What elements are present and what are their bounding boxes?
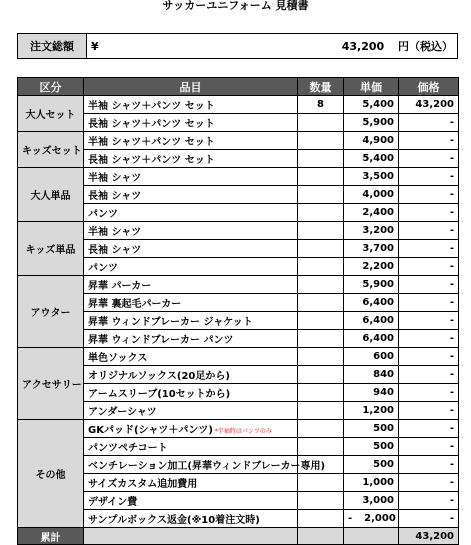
quantity-cell[interactable] [298,222,344,240]
price-cell: - [399,204,459,222]
table-row [18,186,459,204]
table-header-row [18,78,459,96]
unit-price-cell [344,510,399,528]
item-name: パンツ [84,258,298,276]
item-name: サイズカスタム追加費用 [84,474,298,492]
table-row [18,240,459,258]
item-name: 昇華 パーカー [84,276,298,294]
quantity-cell[interactable] [298,204,344,222]
cumulative-total-row [18,528,459,545]
unit-price-cell: 840 [344,366,399,384]
quantity-cell[interactable] [298,276,344,294]
price-cell: - [399,366,459,384]
unit-price-cell: 500 [344,420,399,438]
table-row [18,96,459,114]
price-cell: - [399,186,459,204]
item-name: 昇華 ウィンドブレーカー ジャケット [84,312,298,330]
price-cell: - [399,168,459,186]
header-quantity: 数量 [298,78,344,96]
unit-price-cell: 500 [344,438,399,456]
order-total-unit: 円（税込） [398,40,453,53]
unit-price-cell: 3,200 [344,222,399,240]
table-row [18,258,459,276]
price-cell: - [399,312,459,330]
unit-price-cell: 1,200 [344,402,399,420]
item-name: 半袖 シャツ＋パンツ セット [84,96,298,114]
order-total-label: 注文総額 [18,34,87,59]
quantity-cell[interactable] [298,294,344,312]
price-cell: - [399,294,459,312]
item-name: 長袖 シャツ [84,240,298,258]
category-kids-single: キッズ単品 [18,222,84,276]
item-name: 半袖 シャツ [84,222,298,240]
table-row [18,150,459,168]
yen-symbol: ¥ [87,34,116,59]
table-row [18,312,459,330]
quantity-cell[interactable] [298,510,344,528]
category-kids-set: キッズセット [18,132,84,168]
quantity-cell[interactable] [298,132,344,150]
unit-price-cell: 940 [344,384,399,402]
item-name: パンツ [84,204,298,222]
table-row [18,348,459,366]
price-cell: - [399,474,459,492]
table-row [18,438,459,456]
page-title: サッカーユニフォーム 見積書 [162,0,309,12]
unit-price-cell: 5,400 [344,150,399,168]
unit-price-cell: 6,400 [344,294,399,312]
unit-price-cell: 5,400 [344,96,399,114]
unit-price-cell: 3,700 [344,240,399,258]
unit-price-cell: 5,900 [344,114,399,132]
unit-price-cell: 5,900 [344,276,399,294]
unit-price-cell: 6,400 [344,312,399,330]
quantity-cell[interactable] [298,330,344,348]
item-name-text: GKパッド(シャツ＋パンツ) [88,425,213,436]
price-cell: - [399,420,459,438]
table-row [18,294,459,312]
table-row [18,492,459,510]
category-adult-set: 大人セット [18,96,84,132]
table-row [18,420,459,438]
price-cell: - [399,132,459,150]
unit-price-cell: 600 [344,348,399,366]
cumulative-total-label: 累計 [18,528,84,545]
unit-price-cell: 4,900 [344,132,399,150]
item-name: 長袖 シャツ＋パンツ セット [84,114,298,132]
item-name: 昇華 裏起毛パーカー [84,294,298,312]
table-row [18,456,459,474]
quantity-cell[interactable] [298,168,344,186]
table-row [18,168,459,186]
price-cell: - [399,510,459,528]
price-cell: - [399,330,459,348]
header-price: 価格 [399,78,459,96]
price-cell: 43,200 [399,96,459,114]
table-row [18,402,459,420]
table-row [18,114,459,132]
price-cell: - [399,240,459,258]
item-name: 半袖 シャツ [84,168,298,186]
quantity-cell[interactable] [298,114,344,132]
quantity-cell[interactable] [298,258,344,276]
price-cell: - [399,456,459,474]
price-cell: - [399,402,459,420]
item-name: 半袖 シャツ＋パンツ セット [84,132,298,150]
order-total-value [115,34,458,59]
item-name: ベンチレーション加工(昇華ウィンドブレーカー専用) [84,456,298,474]
unit-price-cell: 1,000 [344,474,399,492]
table-row [18,474,459,492]
unit-price-cell: 3,500 [344,168,399,186]
estimate-table [17,77,459,545]
table-row [18,384,459,402]
quantity-cell[interactable] [298,312,344,330]
price-cell: - [399,114,459,132]
price-cell: - [399,348,459,366]
quantity-cell[interactable] [298,420,344,438]
unit-price-cell: 4,000 [344,186,399,204]
price-cell: - [399,492,459,510]
table-row [18,204,459,222]
item-name: 単色ソックス [84,348,298,366]
category-accessory: アクセサリー [18,348,84,420]
table-row [18,132,459,150]
category-other: その他 [18,420,84,528]
category-outer: アウター [18,276,84,348]
quantity-cell[interactable] [298,384,344,402]
item-name: アームスリーブ(10セットから) [84,384,298,402]
header-unit-price: 単価 [344,78,399,96]
price-minus-sign: - [348,513,353,524]
footer-empty [344,528,399,545]
order-total-amount: 43,200 [341,40,385,53]
item-name: 長袖 シャツ＋パンツ セット [84,150,298,168]
table-row [18,222,459,240]
unit-price-cell: 2,200 [344,258,399,276]
item-name: アンダーシャツ [84,402,298,420]
unit-price-cell: 500 [344,456,399,474]
item-note: *半袖時はパンツのみ [214,428,272,435]
item-name: サンプルボックス返金(※10着注文時) [84,510,298,528]
item-name: デザイン費 [84,492,298,510]
quantity-cell[interactable] [298,492,344,510]
quantity-cell[interactable] [298,402,344,420]
item-name [84,420,298,438]
cumulative-total-value: 43,200 [399,528,459,545]
quantity-cell[interactable] [298,348,344,366]
table-row [18,366,459,384]
table-row [18,510,459,528]
footer-empty [84,528,298,545]
price-cell: - [399,222,459,240]
unit-price-cell: 6,400 [344,330,399,348]
price-cell: - [399,258,459,276]
header-item: 品目 [84,78,298,96]
table-row [18,330,459,348]
header-category: 区分 [18,78,84,96]
footer-empty [298,528,344,545]
order-total-table [17,33,458,59]
unit-price-value: 2,000 [364,513,396,524]
price-cell: - [399,150,459,168]
price-cell: - [399,438,459,456]
quantity-cell[interactable]: 8 [298,96,344,114]
price-cell: - [399,276,459,294]
item-name: オリジナルソックス(20足から) [84,366,298,384]
price-cell: - [399,384,459,402]
item-name: パンツペチコート [84,438,298,456]
quantity-cell[interactable] [298,186,344,204]
quantity-cell[interactable] [298,438,344,456]
category-adult-single: 大人単品 [18,168,84,222]
table-row [18,276,459,294]
quantity-cell[interactable] [298,150,344,168]
quantity-cell[interactable] [298,474,344,492]
quantity-cell[interactable] [298,366,344,384]
unit-price-cell: 3,000 [344,492,399,510]
item-name: 長袖 シャツ [84,186,298,204]
quantity-cell[interactable] [298,240,344,258]
item-name: 昇華 ウィンドブレーカー パンツ [84,330,298,348]
unit-price-cell: 2,400 [344,204,399,222]
